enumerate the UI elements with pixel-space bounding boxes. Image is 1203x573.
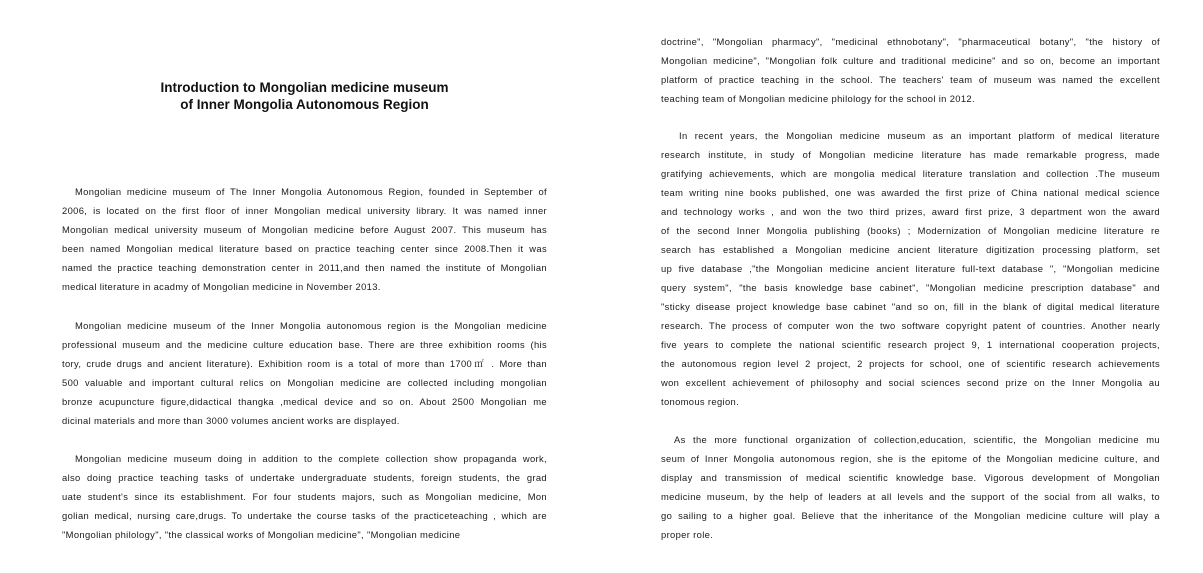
text-line: platform of practice teaching in the school. The teachers' team of museum was named the excellent bbox=[661, 74, 1160, 85]
text-line: proper role. bbox=[661, 529, 714, 540]
text-line: dicinal materials and more than 3000 volumes ancient works are displayed. bbox=[62, 415, 400, 426]
text-line: tory, crude drugs and ancient literature). Exhibition room is a total of more than 1700㎡ . More than bbox=[62, 358, 547, 369]
text-line: up five database ,"the Mongolian medicine ancient literature full-text database ", "Mongolian medicine bbox=[661, 263, 1160, 274]
text-line: won excellent achievement of philosophy and social sciences second prize on the Inner Mongolia au bbox=[661, 377, 1160, 388]
text-line: Mongolian medicine museum doing in addition to the complete collection show propaganda work, bbox=[75, 453, 547, 464]
text-line: of the second Inner Mongolia publishing (books) ; Modernization of Mongolian medicine literature re bbox=[661, 225, 1160, 236]
text-line: In recent years, the Mongolian medicine museum as an important platform of medical literature bbox=[679, 130, 1160, 141]
text-line: professional museum and the medicine culture education base. There are three exhibition rooms (his bbox=[62, 339, 547, 350]
text-line: doctrine", "Mongolian pharmacy", "medicinal ethnobotany", "pharmaceutical botany", "the history of bbox=[661, 36, 1160, 47]
text-line: Mongolian medicine museum of The Inner Mongolia Autonomous Region, founded in September of bbox=[75, 186, 547, 197]
right-paragraph-2 bbox=[661, 126, 1160, 411]
text-line: named the practice teaching demonstration center in 2011,and then named the institute of Mongolian bbox=[62, 262, 547, 273]
text-line: and technology works , and won the two third prizes, award first prize, 3 department won the award bbox=[661, 206, 1160, 217]
document-title bbox=[62, 79, 547, 113]
text-line: 2006, is located on the first floor of inner Mongolian medical university library. It was named inner bbox=[62, 205, 547, 216]
text-line: Mongolian medicine museum of the Inner Mongolia autonomous region is the Mongolian medicine bbox=[75, 320, 547, 331]
text-line: teaching team of Mongolian medicine philology for the school in 2012. bbox=[661, 93, 975, 104]
text-line: the autonomous region level 2 project, 2 projects for school, one of scientific research achievements bbox=[661, 358, 1160, 369]
right-paragraph-3 bbox=[661, 430, 1160, 544]
text-line: golian medical, nursing care,drugs. To undertake the course tasks of the practiceteaching , which are bbox=[62, 510, 547, 521]
text-line: As the more functional organization of collection,education, scientific, the Mongolian medicine mu bbox=[674, 434, 1160, 445]
text-line: display and transmission of medical scientific knowledge base. Vigorous development of Mongolian bbox=[661, 472, 1160, 483]
text-line: tonomous region. bbox=[661, 396, 740, 407]
text-line: seum of Inner Mongolia autonomous region, she is the epitome of the Mongolian medicine culture, and bbox=[661, 453, 1160, 464]
text-line: 500 valuable and important cultural relics on Mongolian medicine are collected including mongolian bbox=[62, 377, 547, 388]
text-line: gratifying achievements, which are mongolia medical literature translation and collection .The museum bbox=[661, 168, 1160, 179]
left-paragraph-3 bbox=[62, 449, 547, 544]
text-line: Mongolian medicine", "Mongolian folk culture and traditional medicine" and so on, become an important bbox=[661, 55, 1160, 66]
text-line: query system", "the basis knowledge base cabinet", "Mongolian medicine prescription database" and bbox=[661, 282, 1160, 293]
text-line: search has established a Mongolian medicine ancient literature digitization processing platform, set bbox=[661, 244, 1160, 255]
text-line: been named Mongolian medical literature based on practice teaching center since 2008.Then it was bbox=[62, 243, 547, 254]
text-line: research. The process of computer won the two software copyright patent of countries. Another nearly bbox=[661, 320, 1160, 331]
title-line-1: Introduction to Mongolian medicine museum bbox=[160, 80, 449, 95]
text-line: "Mongolian philology", "the classical works of Mongolian medicine", "Mongolian medicine bbox=[62, 529, 461, 540]
text-line: team writing nine books published, one was awarded the first prize of China national medical science bbox=[661, 187, 1160, 198]
text-line: five years to complete the national scientific research project 9, 1 international cooperation projects, bbox=[661, 339, 1160, 350]
text-line: Mongolian medical university museum of Mongolian medicine before August 2007. This museum has bbox=[62, 224, 547, 235]
left-paragraph-2 bbox=[62, 316, 547, 430]
text-line: bronze acupuncture figure,didactical thangka ,medical device and so on. About 2500 Mongolian me bbox=[62, 396, 547, 407]
title-line-2: of Inner Mongolia Autonomous Region bbox=[180, 97, 429, 112]
text-line: go sailing to a higher goal. Believe that the inheritance of the Mongolian medicine culture will play a bbox=[661, 510, 1160, 521]
left-paragraph-1 bbox=[62, 182, 547, 296]
text-line: research institute, in study of Mongolian medicine literature has made remarkable progress, made bbox=[661, 149, 1160, 160]
text-line: also doing practice teaching tasks of undertake undergraduate students, foreign students, the grad bbox=[62, 472, 547, 483]
text-line: uate student's since its establishment. For four students majors, such as Mongolian medicine, Mon bbox=[62, 491, 547, 502]
text-line: "sticky disease project knowledge base cabinet "and so on, fill in the blank of digital medical literature bbox=[661, 301, 1160, 312]
right-paragraph-1 bbox=[661, 32, 1160, 108]
text-line: medical literature in acadmy of Mongolian medicine in November 2013. bbox=[62, 281, 381, 292]
text-line: medicine museum, by the help of leaders at all levels and the support of the social from all walks, to bbox=[661, 491, 1160, 502]
